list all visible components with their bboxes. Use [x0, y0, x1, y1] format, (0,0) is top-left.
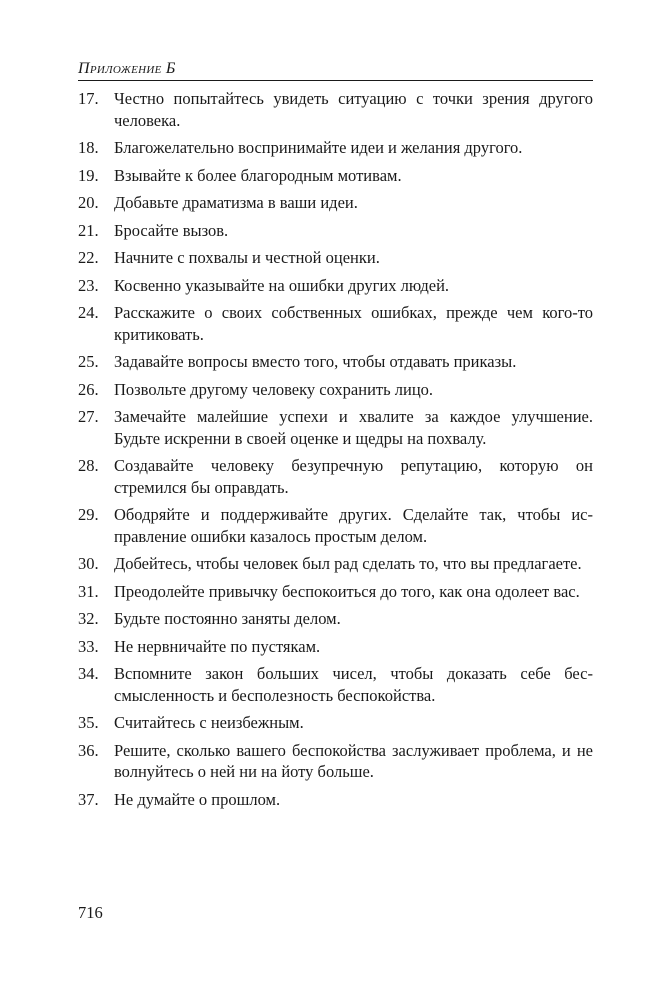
list-item — [78, 663, 593, 706]
item-text: Не нервничайте по пустякам. — [114, 636, 321, 656]
item-text: Замечайте малейшие успехи и хвалите за каждое улучшение. Будьте искренни в своей оценке и щедры на похвалу. — [114, 407, 593, 448]
item-number: 29. — [78, 505, 99, 524]
list-item — [78, 247, 593, 269]
list-item — [78, 351, 593, 373]
item-text: Благожелательно воспринимайте идеи и желания другого. — [114, 138, 523, 157]
list-item — [78, 88, 593, 131]
list-item — [78, 740, 593, 783]
item-text: Не думайте о прошлом. — [114, 789, 281, 809]
item-number: 26. — [78, 379, 99, 399]
item-number: 27. — [78, 407, 99, 426]
item-text: Добавьте драматизма в ваши идеи. — [114, 193, 358, 212]
list-item — [78, 789, 593, 811]
list-item — [78, 275, 593, 297]
item-number: 23. — [78, 275, 99, 295]
item-text: Бросайте вызов. — [114, 220, 229, 240]
list-item — [78, 712, 593, 734]
item-number: 17. — [78, 89, 99, 108]
item-number: 22. — [78, 248, 99, 267]
item-number: 30. — [78, 554, 99, 573]
list-item — [78, 553, 593, 575]
item-text: Вспомните закон больших чисел, чтобы доказать себе бессмысленность и бесполезность беспокойства. — [114, 664, 593, 705]
item-number: 37. — [78, 789, 99, 809]
item-number: 31. — [78, 581, 99, 601]
item-number: 25. — [78, 352, 99, 371]
item-number: 24. — [78, 303, 99, 322]
item-number: 18. — [78, 138, 99, 157]
list-item — [78, 581, 593, 603]
item-text: Начните с похвалы и честной оценки. — [114, 248, 380, 267]
running-header — [78, 58, 593, 81]
list-item — [78, 302, 593, 345]
item-text: Будьте постоянно заняты делом. — [114, 609, 341, 628]
list-item — [78, 165, 593, 187]
advice-list — [78, 88, 593, 816]
item-text: Преодолейте привычку беспокоиться до того, как она одолеет вас. — [114, 581, 580, 601]
list-item — [78, 406, 593, 449]
page-number: 716 — [78, 903, 103, 922]
item-text: Решите, сколько вашего беспокойства заслуживает проблема, и не волнуйтесь о ней ни на йоту больше. — [114, 740, 593, 781]
list-item — [78, 455, 593, 498]
item-text: Создавайте человеку безупречную репутацию, которую он стремился бы оправдать. — [114, 456, 593, 497]
item-number: 35. — [78, 713, 99, 732]
list-item — [78, 608, 593, 630]
list-item — [78, 504, 593, 547]
item-text: Взывайте к более благородным мотивам. — [114, 165, 402, 185]
item-number: 19. — [78, 165, 99, 185]
item-number: 33. — [78, 636, 99, 656]
list-item — [78, 192, 593, 214]
item-text: Косвенно указывайте на ошибки других людей. — [114, 275, 450, 295]
item-text: Расскажите о своих собственных ошибках, прежде чем кого-то критиковать. — [114, 303, 593, 344]
item-text: Ободряйте и поддерживайте других. Сделайте так, чтобы исправление ошибки казалось простым делом. — [114, 505, 593, 546]
item-number: 20. — [78, 193, 99, 212]
list-item — [78, 379, 593, 401]
item-text: Считайтесь с неизбежным. — [114, 713, 304, 732]
list-item — [78, 636, 593, 658]
list-item — [78, 137, 593, 159]
item-text: Позвольте другому человеку сохранить лицо. — [114, 379, 434, 399]
item-number: 28. — [78, 456, 99, 475]
item-text: Задавайте вопросы вместо того, чтобы отдавать приказы. — [114, 352, 517, 371]
item-text: Честно попытайтесь увидеть ситуацию с точки зрения другого человека. — [114, 89, 593, 130]
item-number: 34. — [78, 664, 99, 683]
item-number: 32. — [78, 609, 99, 628]
item-number: 36. — [78, 740, 99, 760]
item-number: 21. — [78, 220, 99, 240]
header-title: Приложение Б — [78, 60, 176, 77]
list-item — [78, 220, 593, 242]
item-text: Добейтесь, чтобы человек был рад сделать то, что вы предлагаете. — [114, 554, 582, 573]
